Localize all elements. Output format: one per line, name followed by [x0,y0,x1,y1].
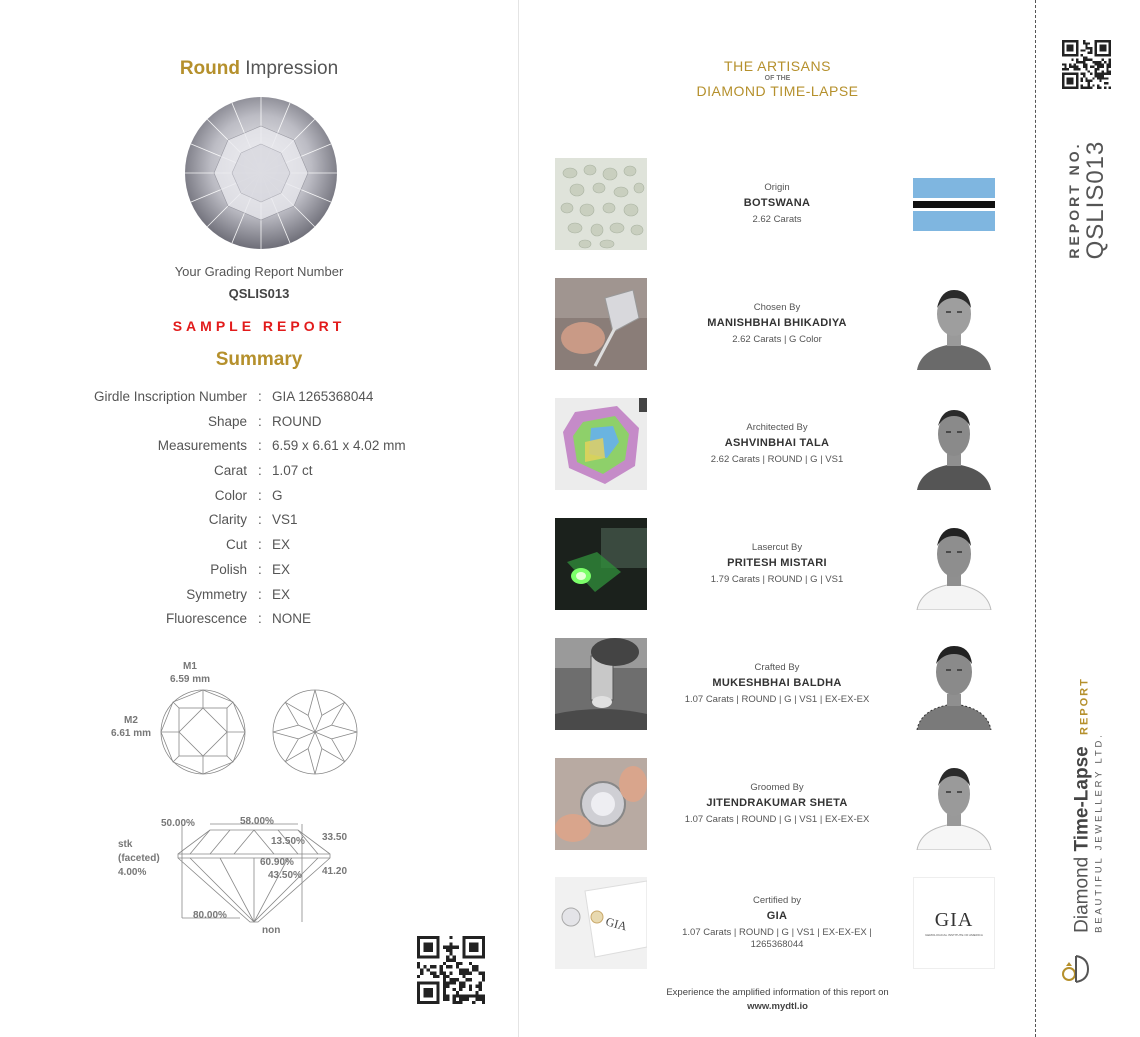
artisan-detail: 1.07 Carats | ROUND | G | VS1 | EX-EX-EX [684,694,870,705]
artisan-role: Crafted By [754,662,800,673]
page-title: Round Impression [179,58,339,79]
spec-value: ROUND [272,413,322,429]
spec-row: Color : G [214,487,283,503]
spec-row: Fluorescence : NONE [165,611,312,627]
spec-value: GIA 1265368044 [272,389,374,404]
m2-label: M2 [124,715,138,726]
qr-code-left [417,936,485,1004]
top-view-plot [150,684,370,784]
pavilion-angle-label: 41.20 [322,866,348,877]
spec-label: Girdle Inscription Number [93,389,247,404]
m1-label: M1 [183,661,197,672]
artisan-name: MANISHBHAI BHIKADIYA [707,317,847,329]
laser-cutting-photo [555,518,647,610]
crown-percent-label: 13.50% [271,836,305,847]
spec-value: VS1 [272,512,298,528]
artisan-row-lasercut [555,518,995,611]
artisan-detail: 2.62 Carats [752,214,802,225]
brand-name: Diamond Time-Lapse REPORT BEAUTIFUL JEWELLERY LTD. [1071,677,1105,933]
summary-title: Summary [215,349,303,370]
artisans-panel [518,0,1036,1037]
spec-row: Carat : 1.07 ct [213,463,313,479]
artisan-name: JITENDRAKUMAR SHETA [706,797,848,809]
spec-label: Clarity [208,512,247,528]
artisan-role: Groomed By [750,782,804,793]
spec-label: Shape [207,413,247,429]
gia-certificate-photo [555,877,647,969]
spec-value: NONE [272,611,312,627]
m2-value: 6.61 mm [111,728,152,739]
artisan-detail: 2.62 Carats | G Color [732,334,822,345]
artisan-detail: 1.79 Carats | ROUND | G | VS1 [710,574,844,585]
diamond-image [184,96,338,250]
artisan-role: Origin [764,182,790,193]
artisan-detail: 1.07 Carats | ROUND | G | VS1 | EX-EX-EX | 1265368044 [682,927,872,950]
artisan-name: ASHVINBHAI TALA [724,437,830,449]
artisan-name: GIA [766,910,788,922]
artisan-row-origin [555,158,995,251]
artisans-title: THE ARTISANS OF THE DIAMOND TIME-LAPSE [696,58,859,99]
spec-row: Polish : EX [210,561,291,577]
rough-diamonds-photo [555,158,647,250]
artisan-portrait [913,518,995,610]
brand-logo-icon [1060,952,1090,986]
spec-value: 6.59 x 6.61 x 4.02 mm [272,438,406,454]
report-number-label: Your Grading Report Number [174,264,344,279]
spec-label: Fluorescence [165,611,247,627]
artisan-role: Certified by [752,895,802,906]
spec-label: Polish [210,561,247,577]
artisan-detail: 2.62 Carats | ROUND | G | VS1 [710,454,844,465]
spec-label: Color [214,487,247,503]
spec-label: Symmetry [186,586,247,602]
3d-planning-photo [555,398,647,490]
qr-code-right [1062,40,1111,89]
pavilion-depth-label: 43.50% [268,870,302,881]
m1-value: 6.59 mm [170,674,211,685]
artisan-name: BOTSWANA [743,197,811,209]
spec-row: Shape : ROUND [207,413,322,429]
botswana-flag [913,178,995,231]
website-link[interactable]: www.mydtl.io [747,1001,808,1012]
report-stub [1035,0,1140,1037]
artisan-portrait [913,278,995,370]
spec-row: Clarity : VS1 [208,512,298,528]
sample-report-label: SAMPLE REPORT [172,318,346,334]
spec-value: EX [272,537,291,553]
total-depth-label: 60.90% [260,857,294,868]
report-number-vertical: REPORT NO. QSLIS013 [1066,140,1109,260]
artisan-row-chosen [555,278,995,371]
artisan-row-crafted [555,638,995,731]
left-panel [0,0,518,1037]
artisan-row-certified [555,877,995,970]
artisan-name: PRITESH MISTARI [727,557,827,569]
spec-value: G [272,487,283,503]
polishing-machine-photo [555,638,647,730]
artisan-row-architected [555,398,995,491]
report-number: QSLIS013 [228,286,290,301]
spec-row: Girdle Inscription Number : GIA 1265368044 [93,389,374,404]
spec-value: EX [272,561,291,577]
diamond-selection-photo [555,278,647,370]
spec-row: Measurements : 6.59 x 6.61 x 4.02 mm [157,438,406,454]
artisan-row-groomed [555,758,995,851]
svg-text:GIA: GIA [604,914,629,934]
culet-label: non [262,925,281,936]
spec-row: Symmetry : EX [186,586,291,602]
artisan-portrait [913,758,995,850]
artisan-role: Chosen By [753,302,801,313]
girdle-label-2: (faceted) [118,853,160,864]
gia-logo: GIA GEMOLOGICAL INSTITUTE OF AMERICA [913,877,995,969]
artisan-role: Architected By [746,422,808,433]
spec-value: 1.07 ct [272,463,313,479]
lower-half-label: 80.00% [193,910,227,921]
crown-height-label: 50.00% [161,818,195,829]
spec-label: Measurements [157,438,247,454]
spec-label: Cut [225,537,247,553]
inspection-photo [555,758,647,850]
artisan-role: Lasercut By [751,542,803,553]
spec-row: Cut : EX [225,537,291,553]
artisan-detail: 1.07 Carats | ROUND | G | VS1 | EX-EX-EX [684,814,870,825]
footer-note: Experience the amplified information of this report on www.mydtl.io [519,986,1036,1014]
table-percent-label: 58.00% [240,816,274,827]
spec-label: Carat [213,463,247,479]
crown-angle-label: 33.50 [322,832,348,843]
girdle-label: stk [118,839,133,850]
girdle-percent-label: 4.00% [118,867,147,878]
artisan-portrait [913,638,995,730]
artisan-portrait [913,398,995,490]
artisan-name: MUKESHBHAI BALDHA [712,677,842,689]
spec-list [0,389,518,636]
spec-value: EX [272,586,291,602]
